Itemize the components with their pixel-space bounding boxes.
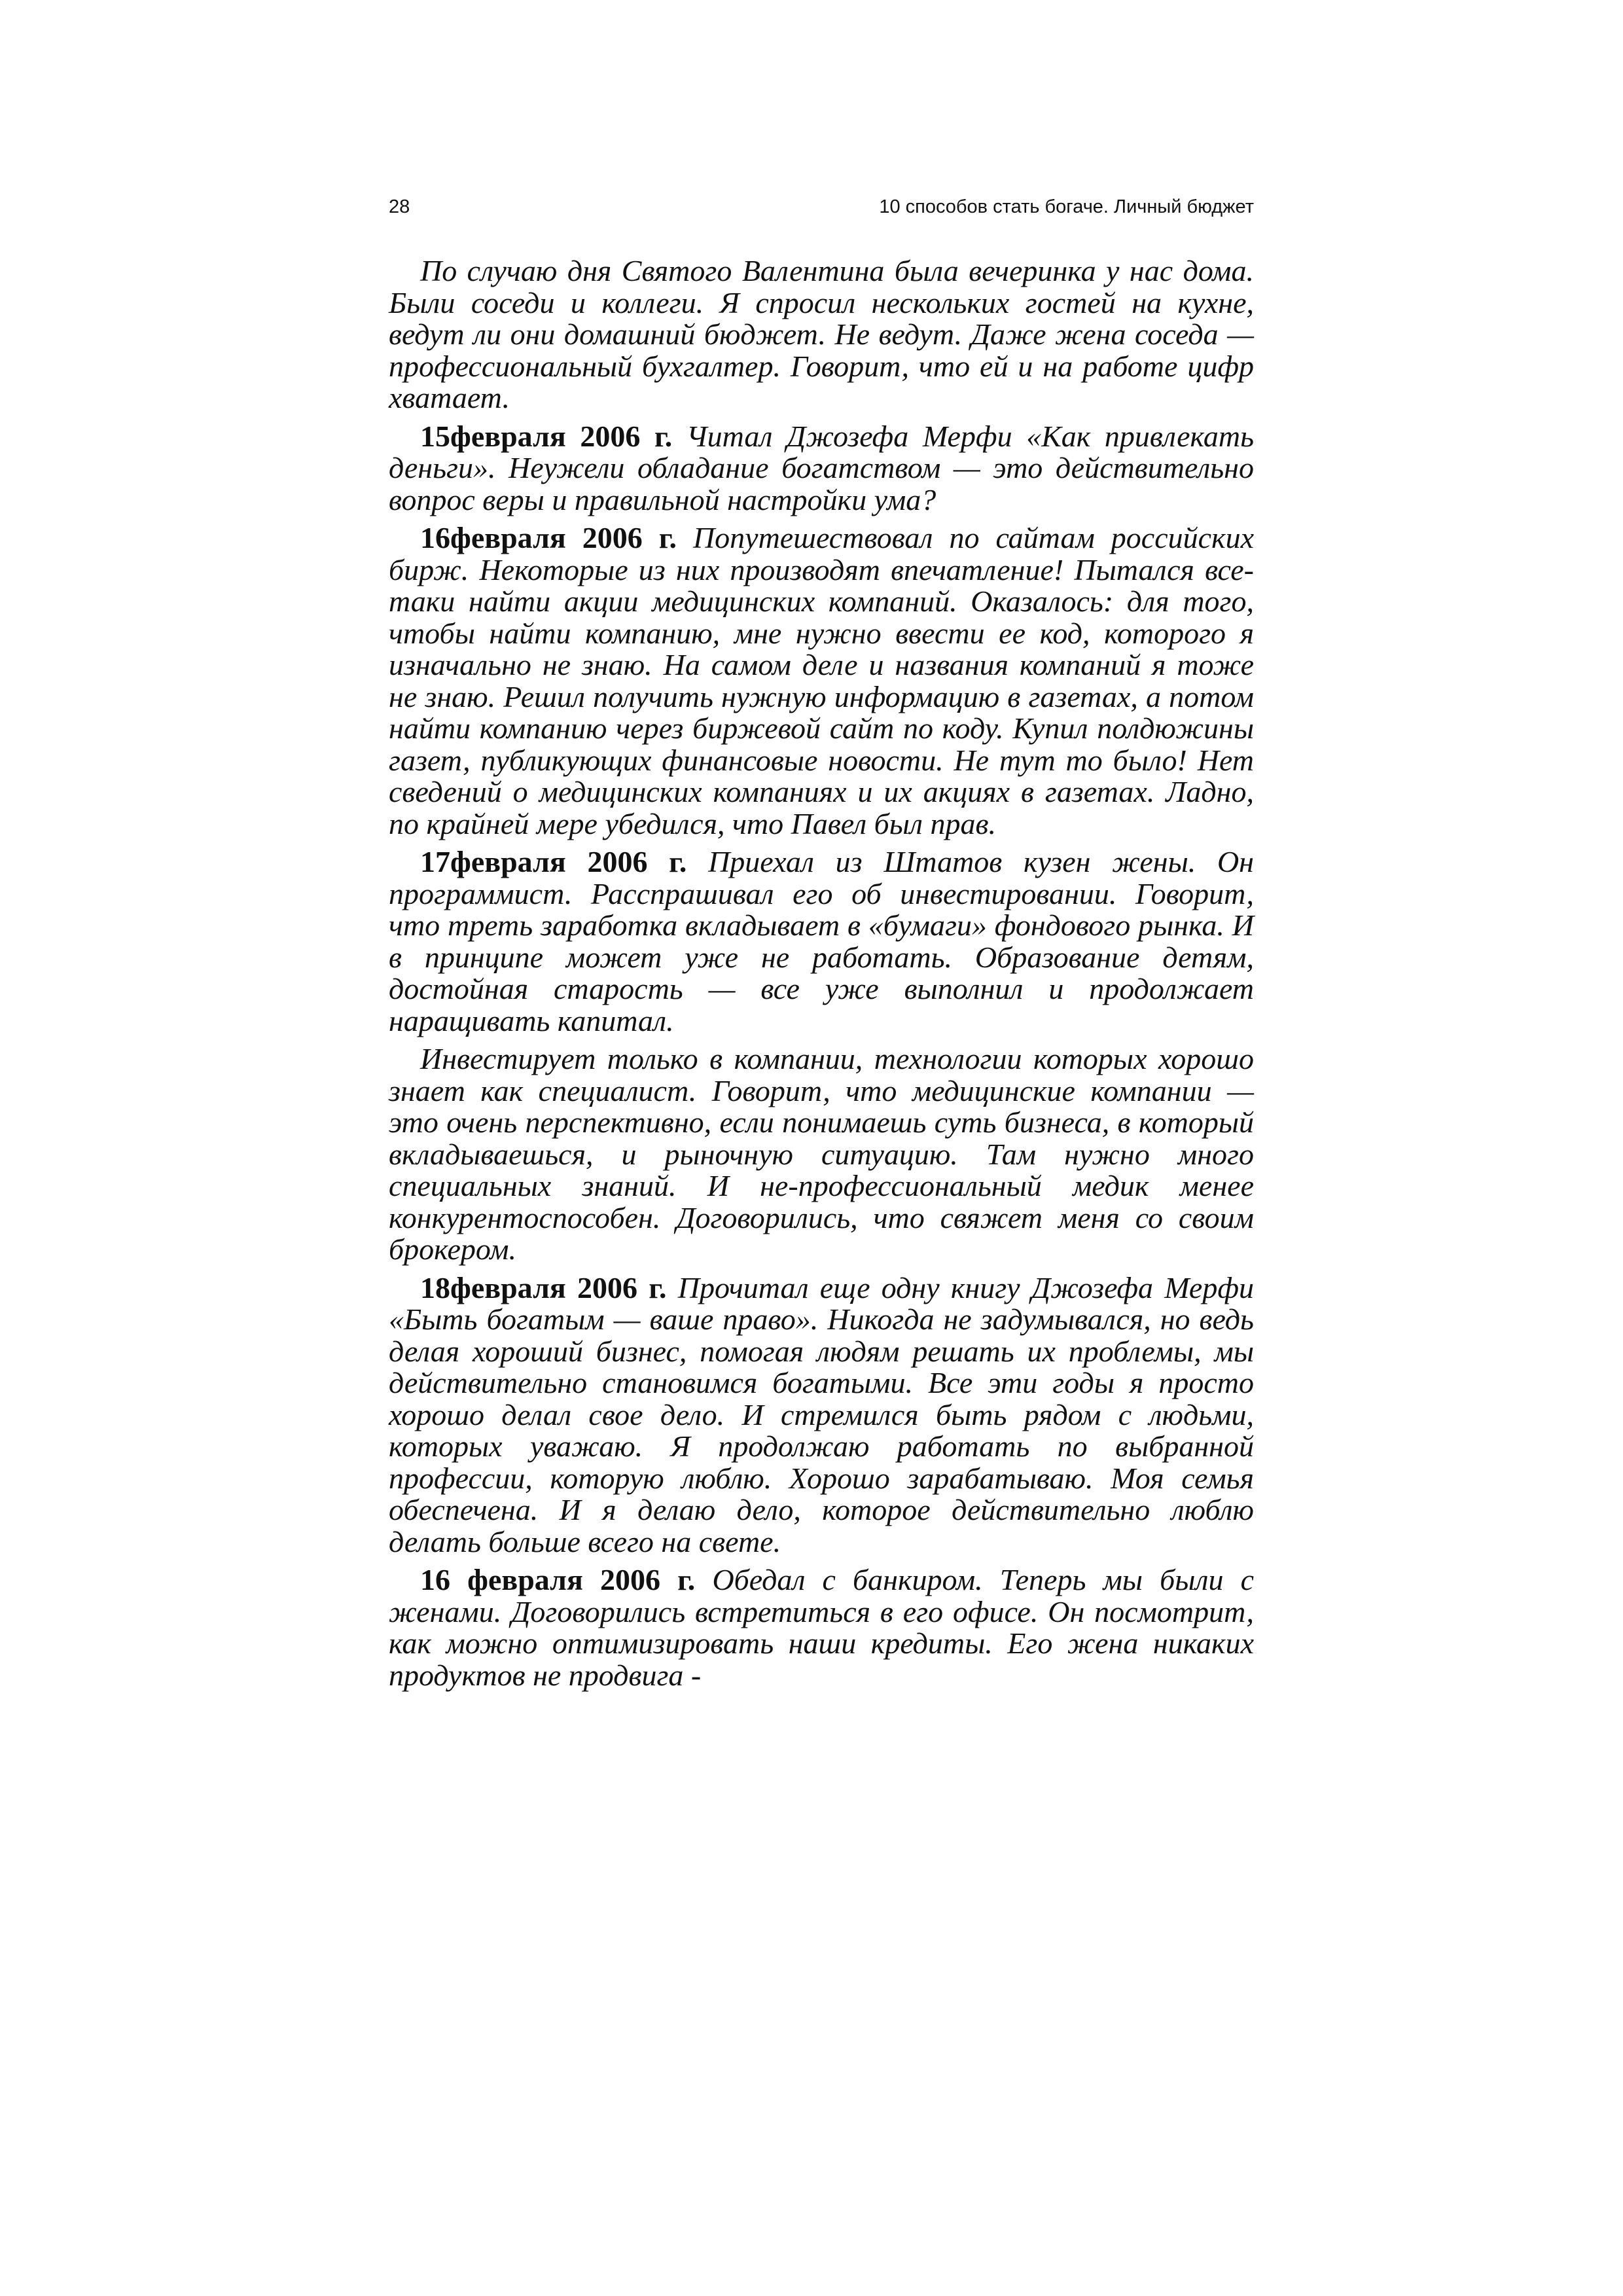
entry-date: 17февраля 2006 г. <box>420 845 687 878</box>
entry-date: 18февраля 2006 г. <box>420 1270 667 1304</box>
page-number: 28 <box>389 196 410 217</box>
diary-entry <box>389 1564 1254 1691</box>
entry-date: 16февраля 2006 г. <box>420 521 677 554</box>
entry-text: Прочитал еще одну книгу Джозефа Мерфи «Быть богатым — ваше право». Никогда не задумывался, но ведь делая хороший бизнес, помогая людям решать их проблемы, мы действительно становимся богатыми. Все эти годы я просто хорошо делал свое дело. И стремился быть рядом с людьми, которых уважаю. Я продолжаю работать по выбранной профессии, которую люблю. Хорошо зарабатываю. Моя семья обеспечена. И я делаю дело, которое действительно люблю делать больше всего на свете. <box>389 1270 1254 1558</box>
entry-text: Инвестирует только в компании, технологии которых хорошо знает как специалист. Говорит, что медицинские компании — это очень перспективно, если понимаешь суть бизнеса, в который вкладываешься, и рыночную ситуацию. Там нужно много специальных знаний. И не-профессиональный медик менее конкурентоспособен. Договорились, что свяжет меня со своим брокером. <box>389 1042 1254 1266</box>
entry-text: Попутешествовал по сайтам российских бирж. Некоторые из них производят впечатление! Пытался все-таки найти акции медицинских компаний. Оказалось: для того, чтобы найти компанию, мне нужно ввести ее код, которого я изначально не знаю. На самом деле и названия компаний я тоже не знаю. Решил получить нужную информацию в газетах, а потом найти компанию через биржевой сайт по коду. Купил полдюжины газет, публикующих финансовые новости. Не тут то было! Нет сведений о медицинских компаниях и их акциях в газетах. Ладно, по крайней мере убедился, что Павел был прав. <box>389 521 1254 840</box>
page-body <box>389 255 1254 1691</box>
entry-date: 15февраля 2006 г. <box>420 419 673 453</box>
entry-text: По случаю дня Святого Валентина была вечеринка у нас дома. Были соседи и коллеги. Я спросил нескольких гостей на кухне, ведут ли они домашний бюджет. Не ведут. Даже жена соседа — профессиональный бухгалтер. Говорит, что ей и на работе цифр хватает. <box>389 254 1254 414</box>
diary-entry <box>389 522 1254 840</box>
diary-entry <box>389 421 1254 516</box>
entry-date: 16 февраля 2006 г. <box>420 1563 696 1596</box>
entry-text: Обедал с банкиром. Теперь мы были с женами. Договорились встретиться в его офисе. Он посмотрит, как можно оптимизировать наши кредиты. Его жена никаких продуктов не продвига - <box>389 1563 1255 1692</box>
page-header <box>389 196 1254 223</box>
entry-text: Приехал из Штатов кузен жены. Он программист. Расспрашивал его об инвестировании. Говорит, что треть заработка вкладывает в «бумаги» фондового рынка. И в принципе может уже не работать. Образование детям, достойная старость — все уже выполнил и продолжает наращивать капитал. <box>389 845 1254 1037</box>
paragraph <box>389 1043 1254 1266</box>
diary-entry <box>389 846 1254 1037</box>
running-title: 10 способов стать богаче. Личный бюджет <box>879 196 1254 217</box>
diary-entry <box>389 1272 1254 1558</box>
entry-text: Читал Джозефа Мерфи «Как привлекать деньги». Неужели обладание богатством — это действительно вопрос веры и правильной настройки ума? <box>389 419 1255 516</box>
paragraph <box>389 255 1254 414</box>
